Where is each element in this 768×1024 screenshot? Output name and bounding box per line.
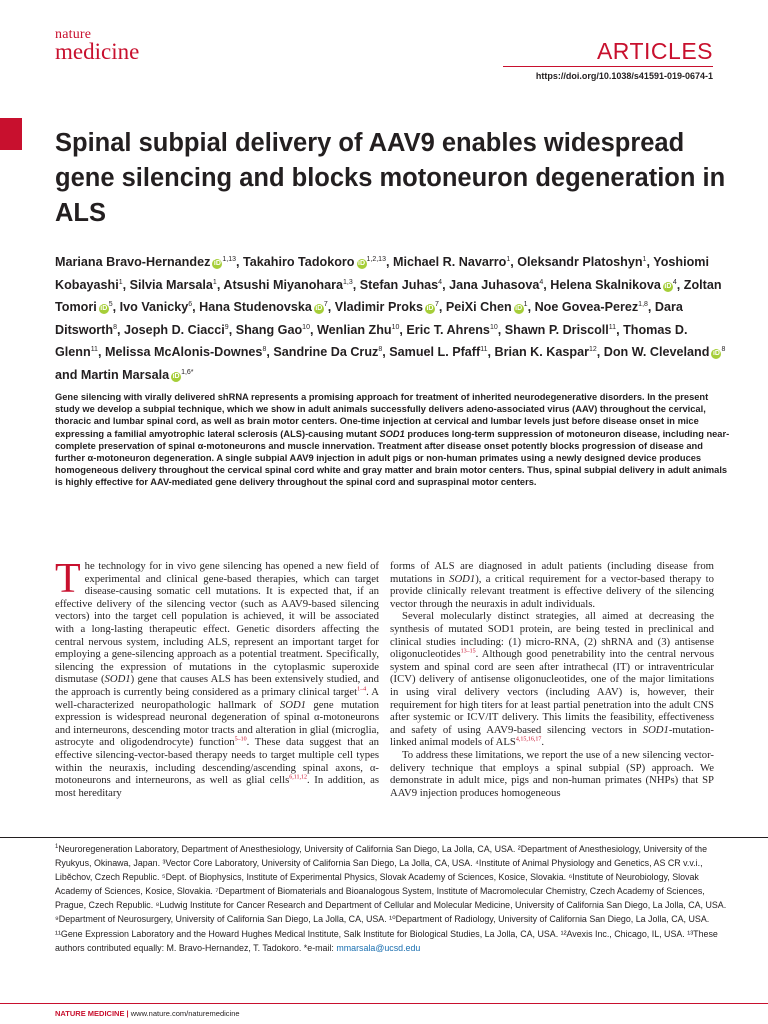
author-affiliation: 8 [262,346,267,354]
author-name[interactable]: Don W. Cleveland [603,345,710,360]
body-column-2 [390,560,714,799]
orcid-icon[interactable]: iD [213,260,221,267]
author-affiliation: 4 [539,278,544,286]
author-name[interactable]: Ivo Vanicky [119,300,189,315]
author-affiliation: 1 [506,255,511,263]
author-affiliation: 11 [480,346,488,354]
article-title: Spinal subpial delivery of AAV9 enables widespread gene silencing and blocks motoneuron degeneration in ALS [55,129,726,227]
author-name[interactable]: Samuel L. Pfaff [389,345,481,360]
author-affiliation: 8 [378,346,383,354]
logo-medicine: medicine [55,39,140,64]
footnote-divider [0,837,768,838]
author-affiliation: 1,2,13 [366,255,386,263]
orcid-icon[interactable]: iD [515,305,523,313]
orcid-icon[interactable]: iD [358,260,365,267]
author-name[interactable]: Takahiro Tadokoro [243,255,355,269]
body-paragraph: Several molecularly distinct strategies, all aimed at decreasing the synthesis of mutated SOD1 protein, are being tested in preclinical and clinical studies including: (1) micro-RNA, (2) shRNA and (3) antisense oligonucleotides$^{13-15}$. Although good penetrability into the central nervous system and spinal cord are seen after intrathecal (IT) or intraventricular (ICV) delivery of antisense oligonucleotides, one of the major limitations in using viral delivery vectors (including AAV) is, however, their requirement for high titers for at least partial penetration into the adult CNS after systemic or ICV/IT delivery. This limits the feasibility, effectiveness and safety of using AAV9-based silencing vectors in SOD1-mutation-linked animal models of ALS$^{4,15,16,17}$. [390,610,714,749]
reference-link[interactable]: 6,11,12 [289,774,308,781]
footer-url-link[interactable]: www.nature.com/naturemedicine [130,1009,240,1018]
author-affiliation: 4 [438,278,443,286]
author-separator: , [216,277,224,292]
author-affiliation: 8 [113,323,117,331]
author-affiliation: 5 [108,301,113,308]
author-separator: , [438,300,446,315]
author-name[interactable]: Zoltan Tomori [55,277,722,315]
author-name[interactable]: Martin Marsala [80,367,170,382]
orcid-icon[interactable]: iD [172,372,180,380]
page-footer: NATURE MEDICINE | www.nature.com/naturemedicine [55,1009,240,1018]
author-separator: , [116,322,124,337]
author-name[interactable]: Jana Juhasova [449,277,540,292]
author-separator: , [112,300,120,315]
author-separator: , [382,345,390,360]
author-separator: , [442,277,450,292]
reference-link[interactable]: 4,15,16,17 [515,736,542,743]
author-name[interactable]: Melissa McAlonis-Downes [104,345,263,360]
author-separator: , [646,255,654,269]
author-affiliation: 8 [721,346,726,354]
author-name[interactable]: PeiXi Chen [445,300,512,315]
author-name[interactable]: Mariana Bravo-Hernandez [55,255,211,269]
journal-logo[interactable] [55,28,139,63]
author-separator: , [510,255,518,269]
footer-journal-name: NATURE MEDICINE [55,1009,125,1018]
author-affiliation: 10 [489,323,498,331]
author-separator: , [385,255,393,269]
author-name[interactable]: Silvia Marsala [129,277,213,292]
author-separator: , [676,277,684,292]
author-affiliation: 1 [212,278,217,286]
author-name[interactable]: Shang Gao [235,322,303,337]
author-name[interactable]: Joseph D. Ciacci [123,322,225,337]
author-name[interactable]: Michael R. Navarro [392,255,507,269]
author-affiliation: 11 [90,346,98,354]
author-separator: , [647,300,655,315]
doi-link[interactable]: https://doi.org/10.1038/s41591-019-0674-1 [535,71,713,81]
author-affiliation: 1 [523,301,528,308]
author-name[interactable]: Eric T. Ahrens [406,322,490,337]
author-separator: , [122,277,130,292]
author-name[interactable]: Dara Ditsworth [55,300,683,337]
reference-link[interactable]: 13–15 [460,648,476,655]
author-affiliation: 1 [118,278,123,286]
author-affiliation: 9 [224,323,229,331]
abstract: Gene silencing with virally delivered shRNA represents a promising approach for treatment of inherited neurodegenerative disorders. In the present study we develop a subpial technique, which we show in adult animals successfully delivers adeno-associated virus (AAV) throughout the cervical, thoracic and lumbar spinal cord, as well as brain motor centers. One-time injection at cervical and lumbar levels just before disease onset in mice expressing a familial amyotrophic lateral sclerosis (ALS)-causing mutant SOD1 produces long-term suppression of motoneuron disease, including near-complete preservation of spinal α-motoneurons and muscle innervation. Treatment after disease onset potently blocks progression of disease and further α-motoneuron degeneration. A single subpial AAV9 injection in adult pigs or non-human primates using a newly designed device produces homogeneous delivery throughout the cervical spinal cord white and gray matter and brain motor centers. Thus, spinal subpial delivery in adult animals is highly effective for AAV-mediated gene delivery throughout the spinal cord and supraspinal motor centers. [55,392,730,488]
footer-divider [0,1003,768,1004]
author-separator: , [487,345,495,360]
author-affiliation: 10 [302,323,310,331]
author-name[interactable]: Shawn P. Driscoll [504,322,609,337]
author-affiliation: 1,8 [638,301,648,308]
orcid-icon[interactable]: iD [315,305,323,313]
author-affiliation: 1,13 [222,255,236,263]
author-name[interactable]: Wenlian Zhu [316,322,392,337]
author-affiliation: 1,3 [343,278,353,286]
body-column-1 [55,556,380,799]
body-paragraph: To address these limitations, we report the use of a new silencing vector-delivery technique that employs a spinal subpial (SP) approach. We demonstrate in adult mice, pigs and non-human primates (NHPs) that SP AAV9 injection produces homogeneous [390,748,714,799]
orcid-icon[interactable]: iD [664,282,672,290]
drop-cap: T [55,556,81,602]
author-separator: , [596,345,604,360]
author-affiliation: 6 [188,301,193,308]
author-separator: , [527,300,535,315]
title-accent-bar [0,118,22,150]
author-separator: , [266,345,274,360]
author-name[interactable]: Stefan Juhas [359,277,439,292]
author-separator: , [616,322,624,337]
author-affiliation: 1,6* [181,368,194,376]
author-separator: , [97,345,105,360]
author-affiliation: 7 [323,301,328,308]
section-label: ARTICLES [596,38,713,64]
author-affiliation: 1 [642,255,647,263]
author-affiliation: 4 [672,278,677,286]
author-name[interactable]: Vladimir Proks [334,300,423,315]
reference-link[interactable]: 1–4 [357,686,367,693]
article-header [503,38,713,82]
author-affiliation: 7 [434,301,439,308]
author-separator: , [228,322,236,337]
body-paragraph: The technology for in vivo gene silencing has opened a new field of experimental and clinical gene-based therapies, which can target disease-causing somatic cell mutations. It is expected that, if an effective delivery of the silencing vector (such as AAV9-based silencing vectors) into the target cell population is achieved, it will be associated with a long-lasting therapeutic effect. Genetic disorders affecting the central nervous system, including ALS, represent an important target for employing a gene-silencing approach as a potential treatment. Specifically, silencing the expression of mutations in the cytoplasmic superoxide dismutase (SOD1) gene that causes ALS has been extensively studied, and the approach is currently being considered as a primary clinical target$^{1-4}$. A well-characterized neuropathologic hallmark of SOD1 gene mutation expression is widespread neuronal degeneration of spinal α-motoneurons and interneurons, descending motor tracts and alteration in glial (microglia, astrocyte and oligodendrocyte) function$^{5-10}$. These data suggest that an effective silencing-vector-based therapy needs to target multiple cell types within the neuraxis, including descending/ascending spinal axons, α-motoneurons and interneurons, as well as glial cells$^{6,11,12}$. In addition, as most hereditary [55,556,380,799]
header-rule [503,66,713,67]
author-separator: , [236,255,243,269]
author-separator: , [192,300,200,315]
author-name[interactable]: Thomas D. Glenn [55,322,688,360]
author-name[interactable]: Helena Skalnikova [550,277,661,292]
reference-link[interactable]: 5–10 [234,736,247,743]
author-name[interactable]: Brian K. Kaspar [494,345,589,360]
author-separator: , [327,300,335,315]
orcid-icon[interactable]: iD [426,305,434,313]
orcid-icon[interactable]: iD [712,350,720,358]
affiliations-footnote: $^1$Neuroregeneration Laboratory, Department of Anesthesiology, University of California San Diego, La Jolla, CA, USA. ²Department of Anesthesiology, University of the Ryukyus, Okinawa, Japan. ³Vector Core Laboratory, University of California San Diego, La Jolla, CA, USA. ⁴Institute of Animal Physiology and Genetics, AS CR v.v.i., Libĕchov, Czech Republic. ⁵Dept. of Biophysics, Institute of Experimental Physics, Slovak Academy of Sciences, Kosice, Slovakia. ⁶Institute of Neurobiology, Slovak Academy of Sciences, Kosice, Slovakia. ⁷Department of Biomaterials and Bioanalogous System, Institute of Macromolecular Chemistry, Czech Academy of Sciences, Prague, Czech Republic. ⁸Ludwig Institute for Cancer Research and Department of Cellular and Molecular Medicine, University of California San Diego, La Jolla, CA, USA. ⁹Department of Neurosurgery, University of California San Diego, La Jolla, CA, USA. ¹⁰Department of Radiology, University of California San Diego, La Jolla, CA, USA. ¹¹Gene Expression Laboratory and the Howard Hughes Medical Institute, Salk Institute for Biological Studies, La Jolla, CA, USA. ¹²Avexis Inc., Chicago, IL, USA. ¹³These authors contributed equally: M. Bravo-Hernandez, T. Tadokoro. *e-mail: mmarsala@ucsd.edu [55,844,727,953]
author-list [55,251,735,387]
author-name[interactable]: Oleksandr Platoshyn [517,255,643,269]
author-separator: and [55,367,81,382]
author-separator: , [309,322,317,337]
orcid-icon[interactable]: iD [100,305,108,313]
author-separator: , [543,277,551,292]
author-name[interactable]: Atsushi Miyanohara [223,277,344,292]
author-name[interactable]: Noe Govea-Perez [534,300,639,315]
author-separator: , [352,277,360,292]
author-name[interactable]: Yoshiomi Kobayashi [55,255,709,292]
author-affiliation: 12 [588,346,597,354]
logo-nature: nature [55,27,92,42]
body-paragraph: forms of ALS are diagnosed in adult patients (including disease from mutations in SOD1), a critical requirement for a vector-based therapy to provide clinically relevant treatment is effective delivery of the silencing vector through the neuraxis in adult individuals. [390,560,714,610]
author-affiliation: 10 [391,323,400,331]
email-link[interactable]: mmarsala@ucsd.edu [336,942,421,953]
author-separator: , [497,322,505,337]
author-name[interactable]: Sandrine Da Cruz [273,345,379,360]
author-name[interactable]: Hana Studenovska [199,300,312,315]
author-affiliation: 11 [608,323,617,331]
author-separator: , [399,322,407,337]
